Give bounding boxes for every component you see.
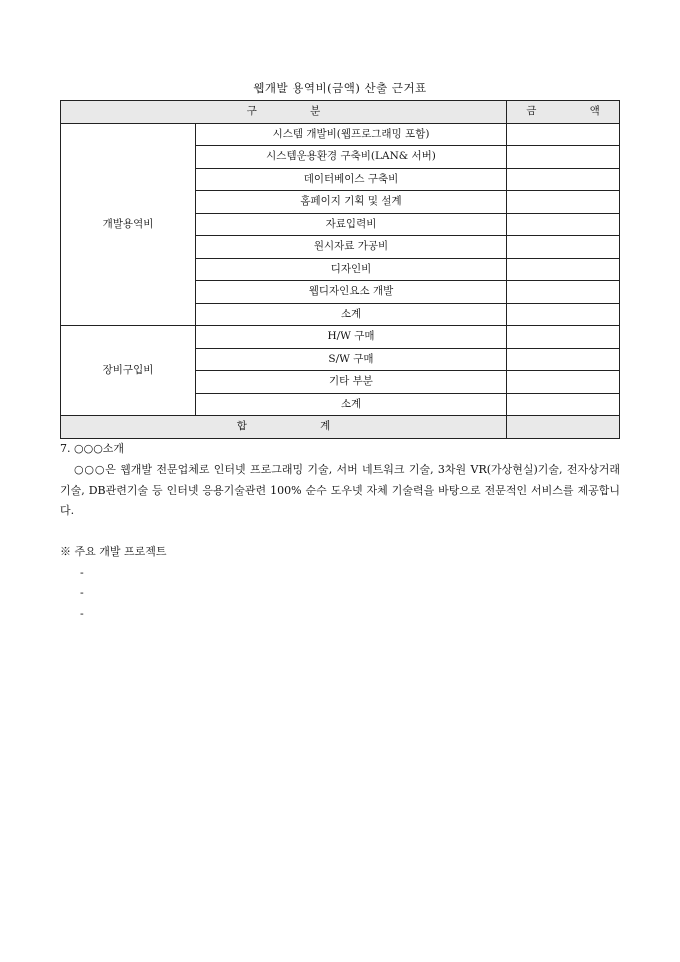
- company-intro-paragraph: [60, 460, 620, 522]
- amount-cell[interactable]: [507, 146, 620, 169]
- amount-cell[interactable]: [507, 393, 620, 416]
- item-label: 데이터베이스 구축비: [196, 168, 507, 191]
- cost-table: [60, 100, 620, 439]
- amount-cell[interactable]: [507, 258, 620, 281]
- group-label: 개발용역비: [61, 123, 196, 326]
- amount-cell[interactable]: [507, 348, 620, 371]
- amount-cell[interactable]: [507, 168, 620, 191]
- total-label: 합 계: [61, 416, 507, 439]
- item-label: 홈페이지 기획 및 설계: [196, 191, 507, 214]
- intro-text: ○○○은 웹개발 전문업체로 인터넷 프로그래밍 기술, 서버 네트워크 기술, 3차원 VR(가상현실)기술, 전자상거래 기술, DB관련기술 등 인터넷 응용기술관련 100% 순수 도우넷 자체 기술력을 바탕으로 전문적인 서비스를 제공합니다.: [60, 463, 620, 517]
- total-amount-cell[interactable]: [507, 416, 620, 439]
- item-label: 시스템 개발비(웹프로그래밍 포함): [196, 123, 507, 146]
- item-label: S/W 구매: [196, 348, 507, 371]
- project-item: -: [80, 586, 84, 599]
- amount-cell[interactable]: [507, 236, 620, 259]
- projects-section: [60, 542, 620, 624]
- projects-heading: ※ 주요 개발 프로젝트: [60, 545, 167, 558]
- item-label: 기타 부분: [196, 371, 507, 394]
- amount-cell[interactable]: [507, 371, 620, 394]
- document-title: 웹개발 용역비(금액) 산출 근거표: [253, 81, 427, 95]
- project-item: -: [80, 606, 84, 620]
- table-header-row: [61, 101, 620, 124]
- amount-cell[interactable]: [507, 191, 620, 214]
- item-label: 자료입력비: [196, 213, 507, 236]
- total-row: [61, 416, 620, 439]
- group-label: 장비구입비: [61, 326, 196, 416]
- amount-cell[interactable]: [507, 123, 620, 146]
- amount-cell[interactable]: [507, 326, 620, 349]
- amount-cell[interactable]: [507, 213, 620, 236]
- table-row: [61, 123, 620, 146]
- section-heading: 7. ○○○소개: [60, 442, 125, 455]
- header-category: 구 분: [61, 101, 507, 124]
- item-label: 소계: [196, 303, 507, 326]
- amount-cell[interactable]: [507, 281, 620, 304]
- item-label: H/W 구매: [196, 326, 507, 349]
- item-label: 디자인비: [196, 258, 507, 281]
- amount-cell[interactable]: [507, 303, 620, 326]
- project-item: -: [80, 565, 84, 579]
- item-label: 소계: [196, 393, 507, 416]
- table-row: [61, 326, 620, 349]
- item-label: 원시자료 가공비: [196, 236, 507, 259]
- item-label: 시스템운용환경 구축비(LAN& 서버): [196, 146, 507, 169]
- item-label: 웹디자인요소 개발: [196, 281, 507, 304]
- header-amount: 금 액: [507, 101, 620, 124]
